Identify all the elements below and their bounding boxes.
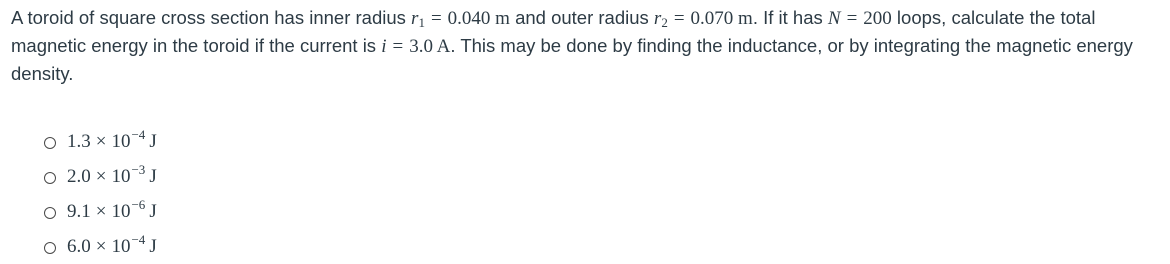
answer-option-1[interactable]	[44, 124, 157, 159]
question-text-part-3: . If it has	[752, 7, 828, 28]
radio-button-icon[interactable]	[44, 207, 56, 219]
answer-label: $2.0 \times 10^{-3}$ J	[67, 161, 157, 187]
i-variable: i = 3.0 A	[381, 36, 451, 57]
n-variable: N = 200	[827, 8, 892, 29]
question-text-part-4: loops, calculate the total magnetic energy in the toroid if the current is	[11, 7, 1096, 56]
r1-variable: $r_1 = 0.040$ m	[411, 8, 510, 30]
question-text-part-2: and outer radius	[509, 7, 654, 28]
answer-label: $1.3 \times 10^{-4}$ J	[67, 126, 157, 152]
answer-option-4[interactable]	[44, 229, 157, 264]
answer-label: $9.1 \times 10^{-6}$ J	[67, 196, 157, 222]
radio-button-icon[interactable]	[44, 137, 56, 149]
answer-label: $6.0 \times 10^{-4}$ J	[67, 231, 157, 257]
answer-list	[44, 124, 157, 264]
radio-button-icon[interactable]	[44, 172, 56, 184]
r2-variable: $r_2 = 0.070$ m	[653, 8, 753, 30]
answer-option-2[interactable]	[44, 159, 157, 194]
answer-option-3[interactable]	[44, 194, 157, 229]
question-text	[11, 4, 1163, 87]
question-text-part-5: . This may be done by finding the inductance, or by integrating the magnetic energy density.	[11, 35, 1133, 84]
question-text-part-1: A toroid of square cross section has inner radius	[11, 7, 412, 28]
radio-button-icon[interactable]	[44, 242, 56, 254]
